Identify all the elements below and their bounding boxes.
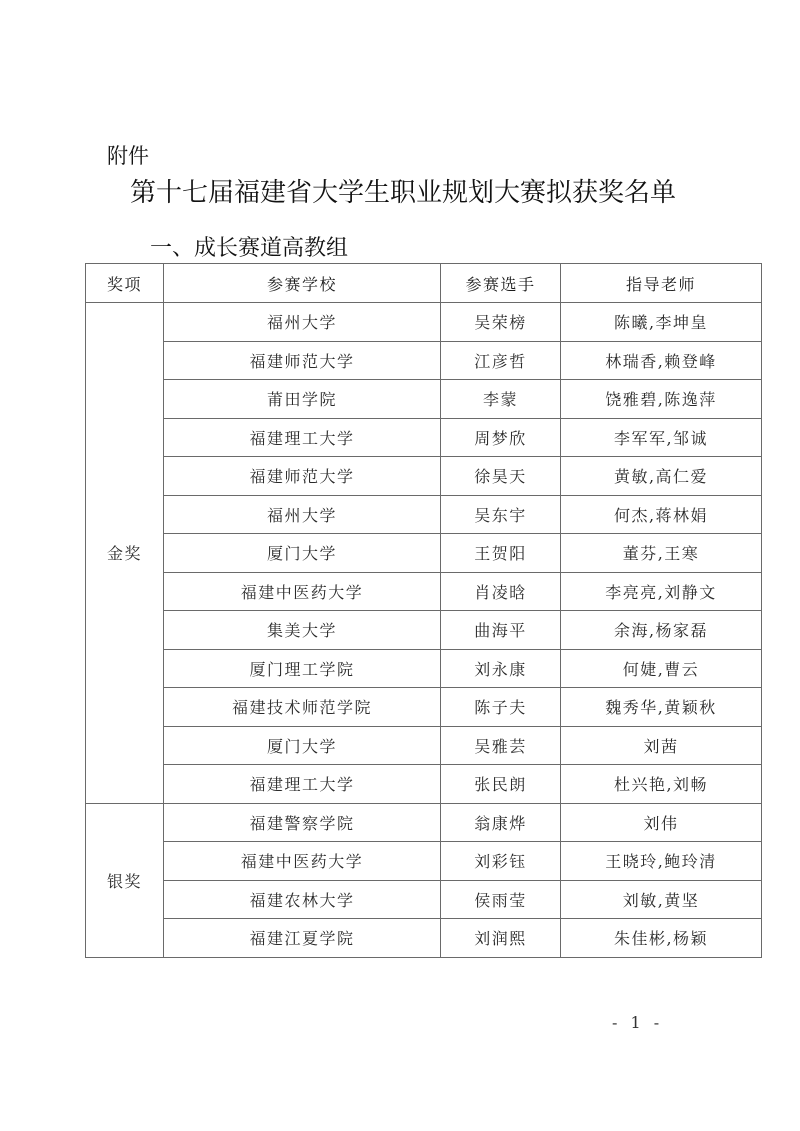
table-body bbox=[86, 303, 762, 958]
table-row bbox=[86, 380, 762, 419]
table-row bbox=[86, 803, 762, 842]
advisor-cell: 何婕,曹云 bbox=[561, 649, 762, 688]
header-school: 参赛学校 bbox=[164, 264, 441, 303]
table-row bbox=[86, 649, 762, 688]
player-cell: 周梦欣 bbox=[441, 418, 561, 457]
player-cell: 侯雨莹 bbox=[441, 880, 561, 919]
advisor-cell: 董芬,王寒 bbox=[561, 534, 762, 573]
header-award: 奖项 bbox=[86, 264, 164, 303]
school-cell: 福建师范大学 bbox=[164, 341, 441, 380]
player-cell: 李蒙 bbox=[441, 380, 561, 419]
school-cell: 集美大学 bbox=[164, 611, 441, 650]
advisor-cell: 李军军,邹诚 bbox=[561, 418, 762, 457]
player-cell: 肖凌晗 bbox=[441, 572, 561, 611]
advisor-cell: 刘敏,黄坚 bbox=[561, 880, 762, 919]
player-cell: 翁康烨 bbox=[441, 803, 561, 842]
table-row bbox=[86, 457, 762, 496]
advisor-cell: 李亮亮,刘静文 bbox=[561, 572, 762, 611]
table-row bbox=[86, 534, 762, 573]
school-cell: 厦门大学 bbox=[164, 534, 441, 573]
award-level-cell: 金奖 bbox=[86, 303, 164, 804]
table-row bbox=[86, 880, 762, 919]
school-cell: 福建师范大学 bbox=[164, 457, 441, 496]
player-cell: 刘彩钰 bbox=[441, 842, 561, 881]
school-cell: 福建技术师范学院 bbox=[164, 688, 441, 727]
award-level-cell: 银奖 bbox=[86, 803, 164, 957]
advisor-cell: 刘茜 bbox=[561, 726, 762, 765]
advisor-cell: 余海,杨家磊 bbox=[561, 611, 762, 650]
player-cell: 刘润熙 bbox=[441, 919, 561, 958]
advisor-cell: 黄敏,高仁爱 bbox=[561, 457, 762, 496]
player-cell: 陈子夫 bbox=[441, 688, 561, 727]
school-cell: 福建中医药大学 bbox=[164, 572, 441, 611]
table-row bbox=[86, 572, 762, 611]
document-title: 第十七届福建省大学生职业规划大赛拟获奖名单 bbox=[129, 178, 676, 208]
advisor-cell: 陈曦,李坤皇 bbox=[561, 303, 762, 342]
player-cell: 吴东宇 bbox=[441, 495, 561, 534]
table-row bbox=[86, 688, 762, 727]
table-header-row bbox=[86, 264, 762, 303]
school-cell: 厦门大学 bbox=[164, 726, 441, 765]
player-cell: 吴雅芸 bbox=[441, 726, 561, 765]
school-cell: 福州大学 bbox=[164, 303, 441, 342]
header-player: 参赛选手 bbox=[441, 264, 561, 303]
table-row bbox=[86, 726, 762, 765]
table-row bbox=[86, 611, 762, 650]
table-row bbox=[86, 842, 762, 881]
player-cell: 徐昊天 bbox=[441, 457, 561, 496]
player-cell: 江彦哲 bbox=[441, 341, 561, 380]
school-cell: 福建中医药大学 bbox=[164, 842, 441, 881]
page-number: - 1 - bbox=[612, 1013, 664, 1032]
table-row bbox=[86, 418, 762, 457]
school-cell: 福建农林大学 bbox=[164, 880, 441, 919]
advisor-cell: 林瑞香,赖登峰 bbox=[561, 341, 762, 380]
table-row bbox=[86, 919, 762, 958]
table-row bbox=[86, 495, 762, 534]
school-cell: 福建理工大学 bbox=[164, 418, 441, 457]
advisor-cell: 王晓玲,鲍玲清 bbox=[561, 842, 762, 881]
advisor-cell: 杜兴艳,刘畅 bbox=[561, 765, 762, 804]
advisor-cell: 饶雅碧,陈逸萍 bbox=[561, 380, 762, 419]
attachment-label: 附件 bbox=[107, 144, 149, 168]
advisor-cell: 朱佳彬,杨颖 bbox=[561, 919, 762, 958]
table-row bbox=[86, 765, 762, 804]
advisor-cell: 刘伟 bbox=[561, 803, 762, 842]
player-cell: 张民朗 bbox=[441, 765, 561, 804]
player-cell: 曲海平 bbox=[441, 611, 561, 650]
awards-table bbox=[85, 263, 762, 958]
player-cell: 吴荣榜 bbox=[441, 303, 561, 342]
player-cell: 王贺阳 bbox=[441, 534, 561, 573]
table-row bbox=[86, 303, 762, 342]
school-cell: 福建理工大学 bbox=[164, 765, 441, 804]
header-advisor: 指导老师 bbox=[561, 264, 762, 303]
school-cell: 厦门理工学院 bbox=[164, 649, 441, 688]
school-cell: 福建江夏学院 bbox=[164, 919, 441, 958]
school-cell: 福建警察学院 bbox=[164, 803, 441, 842]
advisor-cell: 何杰,蒋林娟 bbox=[561, 495, 762, 534]
school-cell: 福州大学 bbox=[164, 495, 441, 534]
school-cell: 莆田学院 bbox=[164, 380, 441, 419]
player-cell: 刘永康 bbox=[441, 649, 561, 688]
section-title: 一、成长赛道高教组 bbox=[150, 236, 349, 261]
advisor-cell: 魏秀华,黄颖秋 bbox=[561, 688, 762, 727]
table-row bbox=[86, 341, 762, 380]
